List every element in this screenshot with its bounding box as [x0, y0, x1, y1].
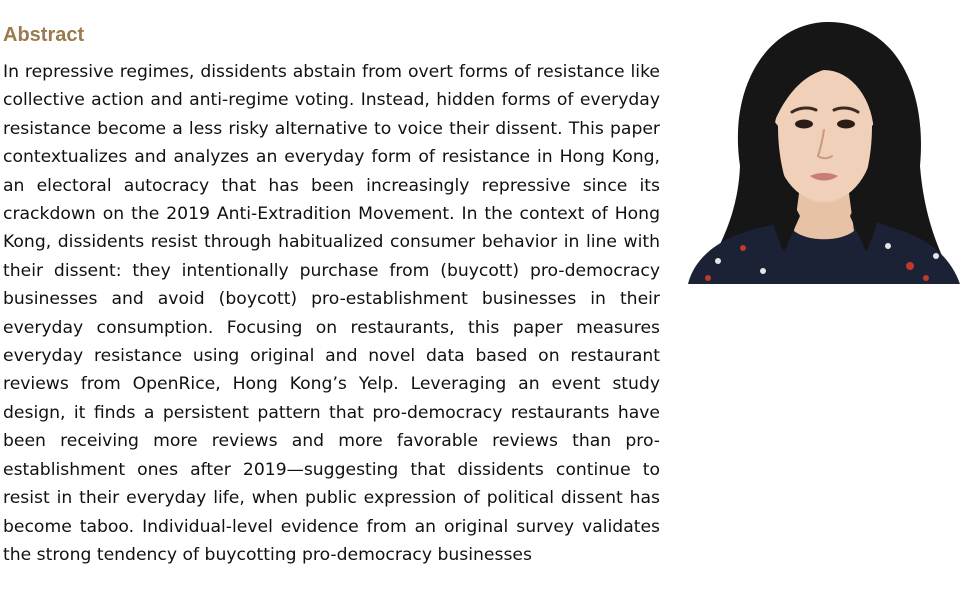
author-portrait	[688, 16, 960, 284]
abstract-body: In repressive regimes, dissidents abstain from overt forms of resistance like collective action and anti-regime voting. Instead, hidden forms of everyday resistance become a less risky alternative to voice their dissent. This paper contextualizes and analyzes an everyday form of resistance in Hong Kong, an electoral autocracy that has been increasingly repressive since its crackdown on the 2019 Anti-Extradition Movement. In the context of Hong Kong, dissidents resist through habitualized consumer behavior in line with their dissent: they intentionally purchase from (buycott) pro-democracy businesses and avoid (boycott) pro-establishment businesses in their everyday consumption. Focusing on restaurants, this paper measures everyday resistance using original and novel data based on restaurant reviews from OpenRice, Hong Kong’s Yelp. Leveraging an event study design, it finds a persistent pattern that pro-democracy restaurants have been receiving more reviews and more favorable reviews than pro-establishment ones after 2019—suggesting that dissidents continue to resist in their everyday life, when public expression of political dissent has become taboo. Individual-level evidence from an original survey validates the strong tendency of buycotting pro-democracy businesses	[3, 62, 660, 565]
abstract-heading: Abstract	[3, 24, 85, 46]
